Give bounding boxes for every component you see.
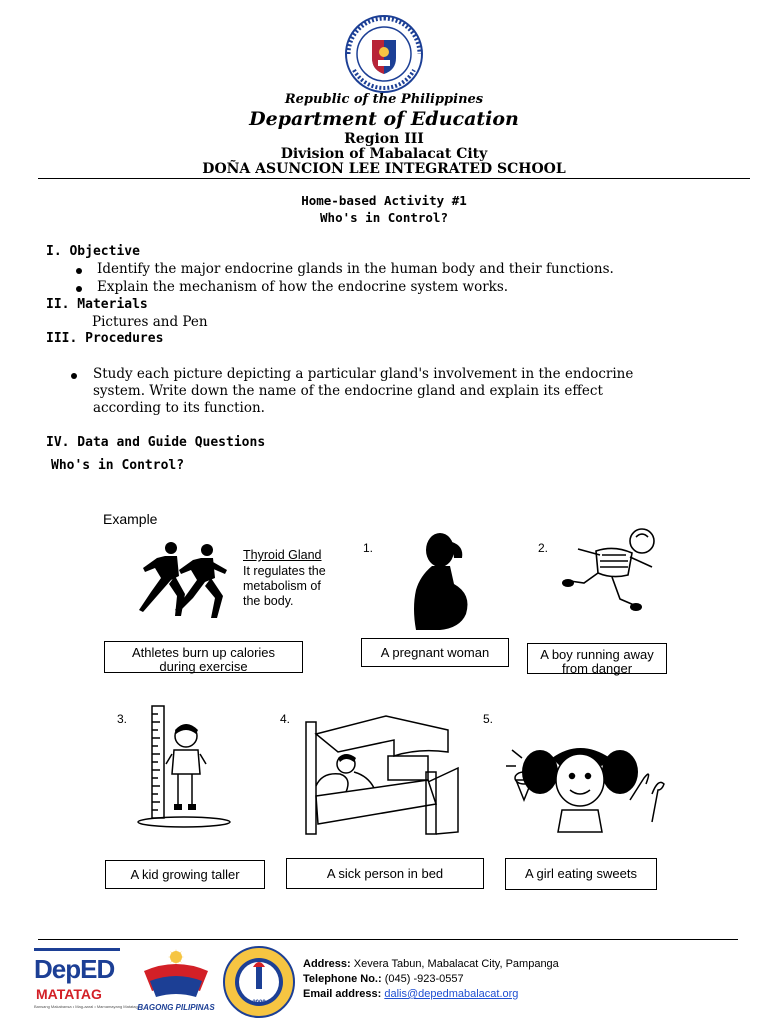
deped-matatag-logo: [34, 948, 138, 1014]
logo-accent-bar: [34, 948, 120, 951]
school-seal-logo: [222, 945, 296, 1019]
athletes-running-image: [135, 540, 235, 620]
address-value: Xevera Tabun, Mabalacat City, Pampanga: [353, 958, 559, 970]
caption-line: from danger: [561, 661, 633, 676]
email-line: [303, 988, 518, 1000]
telephone-value: (045) -923-0557: [384, 973, 464, 985]
caption-line: Athletes burn up calories: [131, 645, 276, 660]
example-desc-line: metabolism of: [243, 579, 321, 593]
objective-item: Identify the major endocrine glands in the human body and their functions.: [97, 261, 614, 277]
caption-box: [286, 858, 484, 889]
item-number: 3.: [117, 712, 128, 726]
girl-eating-sweets-image: [502, 738, 668, 834]
example-desc-line: It regulates the: [243, 564, 326, 578]
school-name: DOÑA ASUNCION LEE INTEGRATED SCHOOL: [202, 161, 566, 177]
caption-line: during exercise: [159, 659, 248, 674]
region-text: Region III: [344, 131, 424, 147]
bagong-pilipinas-logo: [140, 947, 212, 1001]
procedures-heading: III. Procedures: [46, 331, 164, 346]
caption-box: [527, 643, 667, 674]
kid-growing-image: [132, 698, 242, 830]
activity-subtitle: Who's in Control?: [320, 210, 448, 225]
objective-heading: I. Objective: [46, 244, 140, 259]
activity-title: Home-based Activity #1: [301, 193, 467, 208]
deped-seal-logo: [344, 14, 424, 94]
header-divider: [38, 178, 750, 179]
example-caption-box: [104, 641, 303, 673]
example-label: Example: [103, 511, 158, 527]
caption-line: A kid growing taller: [130, 866, 240, 882]
item-number: 4.: [280, 712, 291, 726]
matatag-wordmark: MATATAG: [36, 986, 102, 1002]
telephone-line: [303, 973, 464, 985]
address-line: [303, 958, 559, 970]
objective-item: Explain the mechanism of how the endocrine system works.: [97, 279, 509, 295]
procedure-line: system. Write down the name of the endocrine gland and explain its effect: [93, 383, 603, 399]
sick-person-bed-image: [298, 712, 470, 842]
materials-text: Pictures and Pen: [92, 314, 208, 330]
pregnant-woman-image: [396, 528, 486, 632]
email-label: Email address:: [303, 988, 382, 1000]
division-text: Division of Mabalacat City: [280, 146, 488, 162]
example-gland-name: Thyroid Gland: [243, 548, 322, 562]
bullet-icon: [76, 286, 82, 292]
procedure-line: according to its function.: [93, 400, 265, 416]
bullet-icon: [71, 373, 77, 379]
caption-box: [361, 638, 509, 667]
data-heading: IV. Data and Guide Questions: [46, 435, 266, 450]
caption-box: [505, 858, 657, 890]
caption-line: A pregnant woman: [380, 644, 490, 660]
address-label: Address:: [303, 958, 351, 970]
caption-line: A boy running away: [540, 647, 654, 662]
item-number: 5.: [483, 712, 494, 726]
email-link[interactable]: dalis@depedmabalacat.org: [384, 988, 519, 1000]
item-number: 2.: [538, 541, 549, 555]
caption-box: [105, 860, 265, 889]
school-seal-year: 2009: [252, 1000, 266, 1006]
bullet-icon: [76, 268, 82, 274]
item-number: 1.: [363, 541, 374, 555]
materials-heading: II. Materials: [46, 297, 148, 312]
logo-tagline: Bansang Makabansa • Mag-aaral • Mamamayang Matatag: [34, 1004, 138, 1009]
caption-line: A girl eating sweets: [524, 866, 637, 881]
deped-wordmark: DepED: [34, 954, 115, 984]
data-subheading: Who's in Control?: [51, 458, 185, 473]
republic-text: Republic of the Philippines: [284, 92, 484, 107]
example-desc-line: the body.: [243, 594, 294, 608]
boy-running-image: [556, 523, 668, 615]
bagong-pilipinas-text: BAGONG PILIPINAS: [137, 1003, 215, 1012]
procedure-line: Study each picture depicting a particular gland's involvement in the endocrine: [93, 366, 634, 382]
footer-divider: [38, 939, 738, 940]
telephone-label: Telephone No.:: [303, 973, 382, 985]
caption-line: A sick person in bed: [326, 865, 444, 881]
department-title: Department of Education: [249, 108, 519, 130]
